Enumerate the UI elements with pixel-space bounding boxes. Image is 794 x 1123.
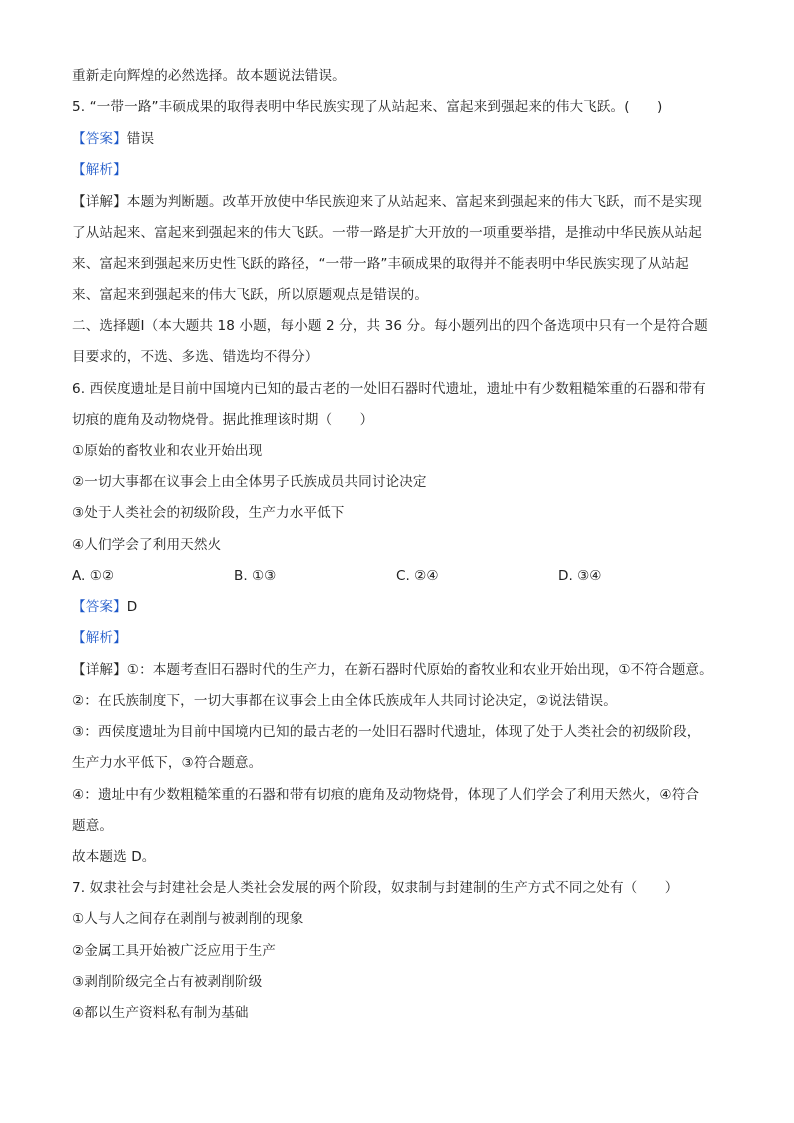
- q6-statement-1: ①原始的畜牧业和农业开始出现: [72, 443, 263, 459]
- q6-option-b: B. ①③: [234, 568, 277, 584]
- question-7: 7. 奴隶社会与封建社会是人类社会发展的两个阶段，奴隶制与封建制的生产方式不同之处有（ ）: [72, 880, 679, 896]
- detail-text: 本题为判断题。改革开放使中华民族迎来了从站起来、富起来到强起来的伟大飞跃，而不是实现: [126, 194, 702, 210]
- q6-statement-4: ④人们学会了利用天然火: [72, 537, 222, 553]
- q6-option-d: D. ③④: [558, 568, 602, 584]
- question-6-line-1: 6. 西侯度遗址是目前中国境内已知的最古老的一处旧石器时代遗址，遗址中有少数粗糙笨重的石器和带有: [72, 381, 706, 397]
- q5-detail-line-3: 来、富起来到强起来历史性飞跃的路径，“一带一路”丰硕成果的取得并不能表明中华民族实现了从站起: [72, 256, 689, 272]
- detail-tag: 【详解】: [72, 194, 127, 210]
- q6-detail-line-3: ③：西侯度遗址为目前中国境内已知的最古老的一处旧石器时代遗址，体现了处于人类社会的初级阶段，: [72, 724, 701, 740]
- q6-answer: [72, 597, 137, 617]
- q6-detail-line-2: ②：在氏族制度下，一切大事都在议事会上由全体氏族成年人共同讨论决定，②说法错误。: [72, 693, 617, 709]
- q7-statement-4: ④都以生产资料私有制为基础: [72, 1005, 249, 1021]
- q6-option-c: C. ②④: [396, 568, 439, 584]
- analysis-tag: 【解析】: [72, 162, 127, 178]
- q6-detail-line-1: [72, 660, 713, 680]
- q6-analysis-tag: [72, 628, 127, 648]
- answer-value: 错误: [126, 131, 155, 147]
- q7-statement-3: ③剥削阶级完全占有被剥削阶级: [72, 974, 263, 990]
- q6-statement-2: ②一切大事都在议事会上由全体男子氏族成员共同讨论决定: [72, 474, 427, 490]
- q7-statement-1: ①人与人之间存在剥削与被剥削的现象: [72, 911, 304, 927]
- detail-tag: 【详解】: [72, 662, 127, 678]
- section-2-heading-2: 目要求的，不选、多选、错选均不得分）: [72, 349, 319, 365]
- q6-detail-line-4: 生产力水平低下，③符合题意。: [72, 755, 263, 771]
- q5-detail-line-4: 来、富起来到强起来的伟大飞跃，所以原题观点是错误的。: [72, 287, 429, 303]
- answer-tag: 【答案】: [72, 131, 127, 147]
- q7-statement-2: ②金属工具开始被广泛应用于生产: [72, 943, 276, 959]
- detail-text: ①：本题考查旧石器时代的生产力，在新石器时代原始的畜牧业和农业开始出现，①不符合题意。: [126, 662, 713, 678]
- q6-option-a: A. ①②: [72, 568, 115, 584]
- answer-tag: 【答案】: [72, 599, 127, 615]
- question-5: 5. “一带一路”丰硕成果的取得表明中华民族实现了从站起来、富起来到强起来的伟大飞跃。( ): [72, 99, 663, 115]
- analysis-tag: 【解析】: [72, 630, 127, 646]
- prev-answer-ending: 重新走向辉煌的必然选择。故本题说法错误。: [72, 68, 346, 84]
- q5-analysis-tag: [72, 160, 127, 180]
- answer-value: D: [126, 599, 138, 615]
- q6-statement-3: ③处于人类社会的初级阶段，生产力水平低下: [72, 505, 345, 521]
- q5-detail-line-2: 了从站起来、富起来到强起来的伟大飞跃。一带一路是扩大开放的一项重要举措，是推动中华民族从站起: [72, 225, 702, 241]
- q6-conclusion: 故本题选 D。: [72, 849, 156, 865]
- question-6-line-2: 切痕的鹿角及动物烧骨。据此推理该时期（ ）: [72, 412, 374, 428]
- q6-detail-line-5: ④：遗址中有少数粗糙笨重的石器和带有切痕的鹿角及动物烧骨，体现了人们学会了利用天然火，④符合: [72, 787, 700, 803]
- q6-detail-line-6: 题意。: [72, 818, 114, 834]
- section-2-heading-1: 二、选择题Ⅰ（本大题共 18 小题，每小题 2 分，共 36 分。每小题列出的四个备选项中只有一个是符合题: [72, 318, 708, 334]
- q5-answer: [72, 129, 154, 149]
- q5-detail-line-1: [72, 192, 702, 212]
